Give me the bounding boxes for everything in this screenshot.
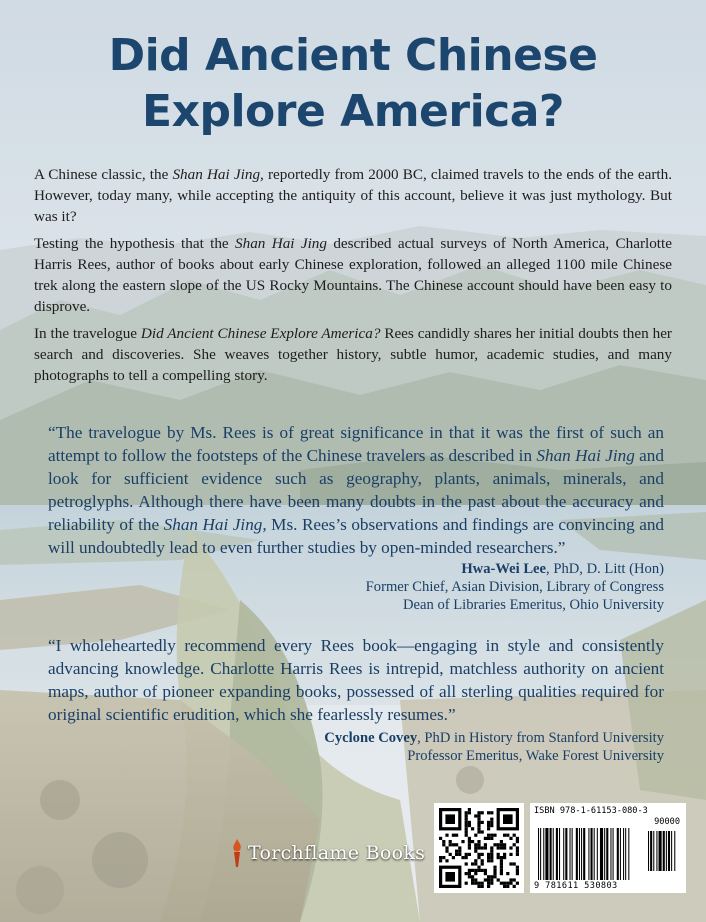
author-name: Cyclone Covey (324, 730, 418, 746)
torch-icon (230, 838, 244, 868)
publisher-name: Torchflame Books (248, 842, 426, 864)
text-run: Rees candidly shares her initial doubts then her search and discoveries. She weaves together history, subtle humor, academic studies, and many photographs to tell a compelling story. (34, 325, 672, 384)
author-title: Professor Emeritus, Wake Forest University (407, 748, 664, 764)
title-line-2: Explore America? (142, 86, 564, 137)
italic-text: Shan Hai Jing, (163, 515, 267, 534)
author-credentials: , PhD, D. Litt (Hon) (546, 561, 664, 577)
testimonial-quote (48, 421, 664, 559)
publisher-logo (230, 828, 425, 878)
description-paragraph (34, 323, 672, 386)
text-run: described actual surveys of North America, Charlotte Harris Rees, author of books about early Chinese exploration, followed an alleged 1100 mile Chinese trek along the eastern slope of the US Rocky Mountains. The Chinese account should have been easy to disprove. (34, 235, 672, 315)
book-title (0, 28, 706, 140)
text-run: “The travelogue by Ms. Rees is of great significance in that it was the first of such an attempt to follow the footsteps of the Chinese travelers as described in (48, 423, 664, 465)
barcode-number: 9 781611 530803 (534, 881, 618, 891)
barcode-bars (530, 803, 686, 893)
description-paragraph (34, 164, 672, 227)
italic-text: Shan Hai Jing (536, 446, 635, 465)
isbn-label: ISBN 978-1-61153-080-3 (534, 806, 648, 816)
description-paragraph (34, 233, 672, 317)
author-name: Hwa-Wei Lee (461, 561, 547, 577)
text-run: In the travelogue (34, 325, 141, 342)
text-run: Ms. Rees’s observations and findings are convincing and will undoubtedly lead to even further studies by open-minded researchers.” (48, 515, 665, 557)
qr-code (434, 803, 524, 893)
italic-text: Shan Hai Jing, (172, 166, 264, 183)
text-run: “I wholeheartedly recommend every Rees book—engaging in style and consistently advancing knowledge. Charlotte Harris Rees is intrepid, matchless authority on ancient maps, author of pioneer expanding books, possessed of all sterling qualities required for original scientific erudition, which she fearlessly resumes.” (48, 636, 664, 724)
text-run: Testing the hypothesis that the (34, 235, 236, 252)
isbn-barcode (530, 803, 686, 893)
testimonial-attribution (366, 560, 664, 614)
title-line-1: Did Ancient Chinese (108, 30, 598, 81)
italic-text: Shan Hai Jing (235, 235, 327, 252)
author-title: Dean of Libraries Emeritus, Ohio University (403, 597, 664, 613)
author-title: Former Chief, Asian Division, Library of Congress (365, 579, 664, 595)
author-credentials: , PhD in History from Stanford University (417, 730, 664, 746)
italic-text: Did Ancient Chinese Explore America? (140, 325, 381, 342)
testimonial-quote (48, 634, 664, 726)
price-code: 90000 (654, 817, 680, 827)
text-run: reportedly from 2000 BC, claimed travels to the ends of the earth. However, today many, while accepting the antiquity of this account, believe it was just mythology. But was it? (34, 166, 672, 225)
testimonial-attribution (324, 729, 664, 765)
text-run: and look for sufficient evidence such as geography, plants, animals, minerals, and petroglyphs. Although there have been many doubts in the past about the accuracy and reliability of the (48, 446, 664, 534)
text-run: A Chinese classic, the (34, 166, 173, 183)
